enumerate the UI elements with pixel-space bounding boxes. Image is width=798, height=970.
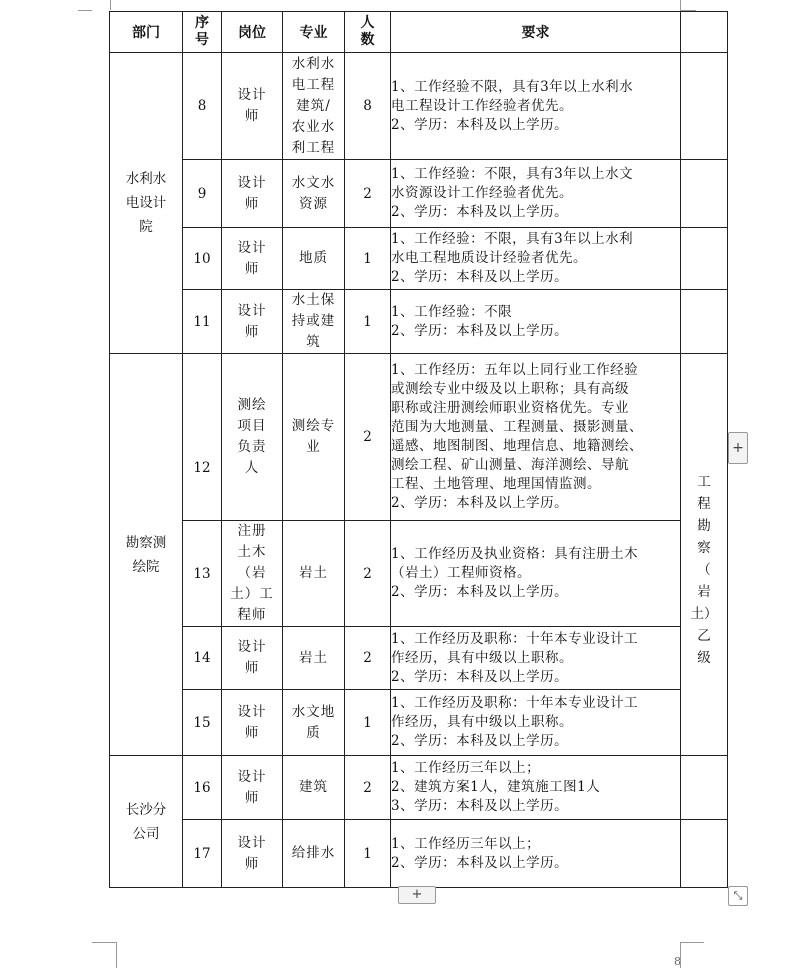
post-cell: 设计 师 xyxy=(222,820,283,888)
table-row xyxy=(110,354,728,521)
count-cell: 1 xyxy=(345,228,391,290)
page-corner-mark xyxy=(116,942,117,968)
extra-cell xyxy=(681,53,728,160)
major-cell: 水文地 质 xyxy=(283,690,345,756)
header-dept: 部门 xyxy=(110,12,183,53)
table-row xyxy=(110,290,728,354)
dept-cell: 勘察测 绘院 xyxy=(110,354,183,756)
major-cell: 建筑 xyxy=(283,756,345,820)
seq-cell: 17 xyxy=(183,820,222,888)
major-cell: 岩土 xyxy=(283,521,345,627)
header-count: 人 数 xyxy=(345,12,391,53)
count-cell: 2 xyxy=(345,354,391,521)
table-row xyxy=(110,521,728,627)
extra-cell xyxy=(681,228,728,290)
dept-cell: 长沙分 公司 xyxy=(110,756,183,888)
extra-cell xyxy=(681,290,728,354)
seq-cell: 11 xyxy=(183,290,222,354)
qualification-note: 工 程 勘 察 （ 岩 土） 乙 级 xyxy=(681,354,728,756)
page-corner-mark xyxy=(92,942,116,969)
major-cell: 水文水 资源 xyxy=(283,160,345,228)
seq-cell: 15 xyxy=(183,690,222,756)
post-cell: 设计 师 xyxy=(222,53,283,160)
count-cell: 2 xyxy=(345,756,391,820)
seq-cell: 10 xyxy=(183,228,222,290)
post-cell: 设计 师 xyxy=(222,290,283,354)
major-cell: 给排水 xyxy=(283,820,345,888)
table-row xyxy=(110,228,728,290)
extra-cell xyxy=(681,160,728,228)
seq-cell: 8 xyxy=(183,53,222,160)
header-post: 岗位 xyxy=(222,12,283,53)
table-row xyxy=(110,756,728,820)
header-major: 专业 xyxy=(283,12,345,53)
header-extra xyxy=(681,12,728,53)
requirements-cell: 1、工作经历及执业资格：具有注册土木 （岩土）工程师资格。 2、学历：本科及以上学历。 xyxy=(391,521,681,627)
count-cell: 1 xyxy=(345,690,391,756)
table-row xyxy=(110,160,728,228)
page-corner-mark xyxy=(92,0,111,10)
add-column-button[interactable]: + xyxy=(728,432,748,464)
seq-cell: 14 xyxy=(183,627,222,690)
major-cell: 测绘专 业 xyxy=(283,354,345,521)
requirements-cell: 1、工作经历及职称：十年本专业设计工 作经历，具有中级以上职称。 2、学历：本科及以上学历。 xyxy=(391,627,681,690)
seq-cell: 12 xyxy=(183,354,222,521)
post-cell: 设计 师 xyxy=(222,160,283,228)
post-cell: 测绘 项目 负责 人 xyxy=(222,354,283,521)
major-cell: 水土保 持或建 筑 xyxy=(283,290,345,354)
requirements-cell: 1、工作经验：不限，具有3年以上水利 水电工程地质设计经验者优先。 2、学历：本科及以上学历。 xyxy=(391,228,681,290)
page-corner-mark xyxy=(680,942,704,943)
post-cell: 设计 师 xyxy=(222,228,283,290)
major-cell: 岩土 xyxy=(283,627,345,690)
dept-cell: 水利水 电设计 院 xyxy=(110,53,183,354)
seq-cell: 9 xyxy=(183,160,222,228)
seq-cell: 16 xyxy=(183,756,222,820)
add-row-button[interactable]: + xyxy=(398,886,436,904)
table-row xyxy=(110,690,728,756)
requirements-cell: 1、工作经验不限，具有3年以上水利水 电工程设计工作经验者优先。 2、学历：本科及以上学历。 xyxy=(391,53,681,160)
count-cell: 2 xyxy=(345,521,391,627)
post-cell: 设计 师 xyxy=(222,756,283,820)
major-cell: 水利水 电工程 建筑/ 农业水 利工程 xyxy=(283,53,345,160)
recruitment-table xyxy=(109,11,728,888)
header-row xyxy=(110,12,728,53)
seq-cell: 13 xyxy=(183,521,222,627)
table-resize-handle[interactable]: ⤡ xyxy=(728,886,748,906)
count-cell: 1 xyxy=(345,290,391,354)
table-row xyxy=(110,820,728,888)
count-cell: 8 xyxy=(345,53,391,160)
header-requirements: 要求 xyxy=(391,12,681,53)
post-cell: 注册 土木 （岩 土）工 程师 xyxy=(222,521,283,627)
table-row xyxy=(110,627,728,690)
count-cell: 2 xyxy=(345,627,391,690)
major-cell: 地质 xyxy=(283,228,345,290)
requirements-cell: 1、工作经历三年以上； 2、学历：本科及以上学历。 xyxy=(391,820,681,888)
extra-cell xyxy=(681,756,728,820)
requirements-cell: 1、工作经验：不限 2、学历：本科及以上学历。 xyxy=(391,290,681,354)
extra-cell xyxy=(681,820,728,888)
requirements-cell: 1、工作经历及职称：十年本专业设计工 作经历，具有中级以上职称。 2、学历：本科及以上学历。 xyxy=(391,690,681,756)
page-corner-mark xyxy=(680,0,699,10)
count-cell: 2 xyxy=(345,160,391,228)
requirements-cell: 1、工作经历：五年以上同行业工作经验 或测绘专业中级及以上职称；具有高级 职称或注册测绘师职业资格优先。专业 范围为大地测量、工程测量、摄影测量、 遥感、地图制图、地理信息、地籍测绘、 测绘工程、矿山测量、海洋测绘、导航 工程、土地管理、地理国情监测。 2、学历：本科及以上学历。 xyxy=(391,354,681,521)
post-cell: 设计 师 xyxy=(222,627,283,690)
page-corner-mark xyxy=(78,10,92,11)
requirements-cell: 1、工作经验：不限，具有3年以上水文 水资源设计工作经验者优先。 2、学历：本科及以上学历。 xyxy=(391,160,681,228)
table-row xyxy=(110,53,728,160)
post-cell: 设计 师 xyxy=(222,690,283,756)
requirements-cell: 1、工作经历三年以上； 2、建筑方案1人，建筑施工图1人 3、学历：本科及以上学历。 xyxy=(391,756,681,820)
header-seq: 序 号 xyxy=(183,12,222,53)
page-number: 8 xyxy=(674,955,681,968)
count-cell: 1 xyxy=(345,820,391,888)
